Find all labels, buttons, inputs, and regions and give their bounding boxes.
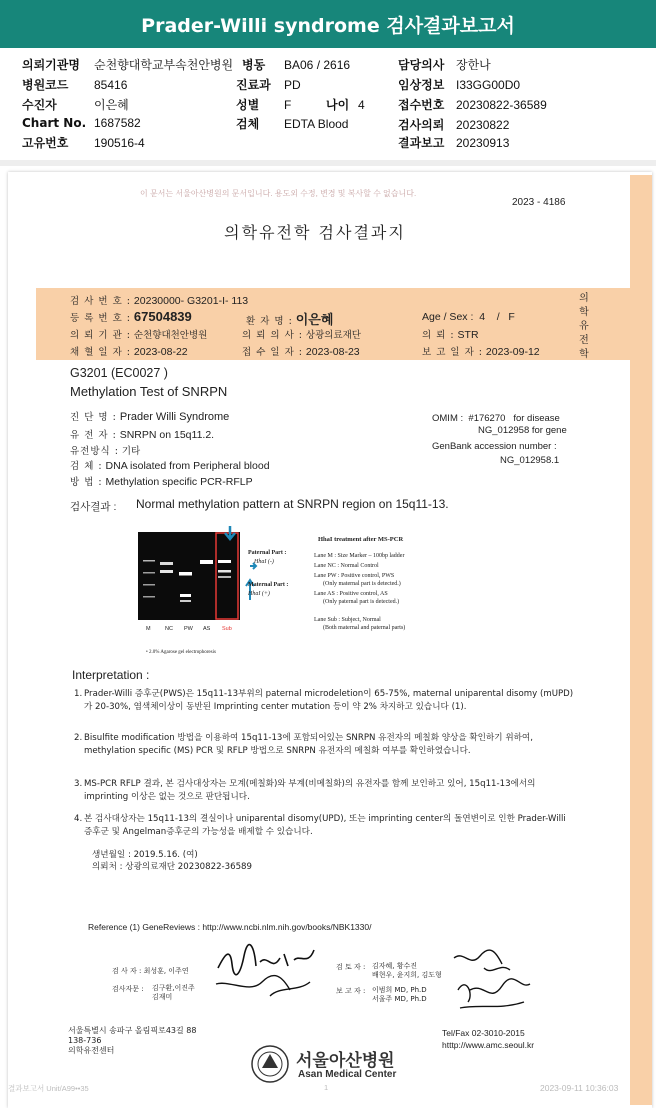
interpretation-item: 2. Bisulfite modification 방법을 이용하여 15q11-13에 포함되어있는 SNRPN 유전자의 메칠화 양상을 확인하기 위하여, methylation specific (MS) PCR 및 RFLP 방법으로 SNRPN 유전자의 메칠화 여부를 확인하였습니다. <box>74 733 533 756</box>
reference: Reference (1) GeneReviews : http://www.ncbi.nlm.nih.gov/books/NBK1330/ <box>88 922 372 932</box>
signature-image <box>440 946 540 1026</box>
test-field: 유 전 자 : SNRPN on 15q11.2. <box>70 429 215 441</box>
header-field-age: 나이 4 <box>326 98 365 112</box>
lane-label: PW <box>184 626 193 632</box>
tel-fax: Tel/Fax 02-3010-2015 <box>442 1028 525 1038</box>
lane-label: AS <box>203 626 211 632</box>
genbank-value: NG_012958.1 <box>500 455 560 466</box>
report-title: Prader-Willi syndrome 검사결과보고서 <box>0 0 656 48</box>
gel-legend-line: Lane PW : Positive control, PWS <box>314 573 395 579</box>
reviewer: 김자혜, 황수진 배현우, 윤지희, 김도형 <box>372 962 442 979</box>
gel-legend-line: (Only paternal part is detected.) <box>314 599 400 605</box>
header-field: 병원코드 85416 <box>22 78 128 92</box>
gel-paternal-enzyme: HhaI (-) <box>254 559 274 565</box>
interpretation-item: 4. 본 검사대상자는 15q11-13의 결실이나 uniparental disomy(UPD), 또는 imprinting center의 돌연변이로 인한 Prader-Willi증후군 및 Angelman증후군의 가능성을 배제할 수 있습니다. <box>74 814 566 837</box>
header-field: 의뢰기관명 순천향대학교부속천안병원 <box>22 58 234 72</box>
section-divider <box>0 160 656 166</box>
result-text: Normal methylation pattern at SNRPN region on 15q11-13. <box>136 497 449 511</box>
hospital-name-kr: 서울아산병원 <box>296 1051 395 1071</box>
document-notice: 이 문서는 서울아산병원의 문서입니다. 용도외 수정, 변경 및 복사할 수 없습니다. <box>140 189 417 198</box>
gel-caption: • 2.0% Agarose gel electrophoresis <box>146 650 216 655</box>
genbank-label: GenBank accession number : <box>432 441 557 452</box>
header-field: 담당의사 장한나 <box>398 58 491 72</box>
header-field: 진료과 PD <box>236 78 301 92</box>
reviewer-label: 검 토 자 : <box>336 963 366 971</box>
interpretation-item: 3. MS-PCR RFLP 결과, 본 검사대상자는 모계(메칠화)와 부계(비메칠화)의 유전자를 함께 보인하고 있어, 15q11-13에서의 imprinting 이상은 없는 것으로 판단됩니다. <box>74 779 536 802</box>
info-row: 의 뢰 기 관 : 순천향대천안병원 <box>70 330 208 341</box>
gel-legend-line: (Both maternal and paternal parts) <box>314 625 406 631</box>
interpretation-item: 1. Prader-Willi 증후군(PWS)은 15q11-13부위의 paternal microdeletion이 65-75%, maternal uniparental disomy (mUPD)가 20-30%, 염색체이상이 동반된 Imprinting center mutation 등이 약 2% 차지하고 있습니다 (1). <box>74 689 574 712</box>
gel-legend-line: Lane Sub : Subject, Normal <box>314 617 381 623</box>
footer-timestamp: 2023-09-11 10:36:03 <box>540 1083 619 1093</box>
gel-maternal-label: Maternal Part : <box>248 582 289 588</box>
info-row: Age / Sex : 4 / F <box>422 311 515 323</box>
hospital-name-en: Asan Medical Center <box>298 1069 397 1080</box>
test-field: 검 체 : DNA isolated from Peripheral blood <box>70 460 270 472</box>
info-row: 채 혈 일 자 : 2023-08-22 <box>70 346 188 358</box>
website: htttp://www.amc.seoul.kr <box>442 1040 535 1050</box>
test-code: G3201 (EC0027 ) <box>70 366 168 380</box>
gel-legend-line: Lane AS : Positive control, AS <box>314 591 388 597</box>
tester-lead: 김구환,이진주 김재미 <box>152 984 195 1001</box>
gel-legend-line: (Only maternal part is detected.) <box>314 581 401 587</box>
gel-legend-line: Lane M : Size Marker – 100bp ladder <box>314 553 405 559</box>
footer-left: 결과보고서 Unit/A99••35 <box>8 1084 89 1093</box>
test-field: 진 단 명 : Prader Willi Syndrome <box>70 411 230 423</box>
result-label: 검사결과 : <box>70 501 117 513</box>
test-field: 방 법 : Methylation specific PCR-RFLP <box>70 476 253 488</box>
header-field: 병동 BA06 / 2616 <box>242 58 351 72</box>
info-row: 등 록 번 호 : 67504839 <box>70 309 192 324</box>
gel-legend-title: HhaI treatment after MS-PCR <box>318 536 404 543</box>
document-number: 2023 - 4186 <box>512 197 566 208</box>
side-label: 의학유전학 <box>579 293 589 360</box>
header-field: 수진자 이은혜 <box>22 98 129 112</box>
info-row: 환 자 명 : 이은혜 <box>246 313 334 328</box>
test-field: 유전방식 : 기타 <box>70 446 141 457</box>
lane-label: NC <box>165 626 173 632</box>
signature-image <box>210 936 320 1006</box>
header-field: 검사의뢰 20230822 <box>398 118 510 132</box>
test-name: Methylation Test of SNRPN <box>70 384 228 399</box>
gel-legend-line: Lane NC : Normal Control <box>314 563 379 569</box>
header-field: 검체 EDTA Blood <box>236 117 349 131</box>
reporter-label: 보 고 자 : <box>336 987 366 995</box>
info-row: 보 고 일 자 : 2023-09-12 <box>422 346 540 358</box>
birth-date: 생년월일 : 2019.5.16. (여) <box>92 850 198 860</box>
header-field: 고유번호 190516-4 <box>22 136 145 150</box>
reporter: 이범희 MD, Ph.D 서울주 MD, Ph.D <box>372 986 427 1003</box>
address: 서울특별시 송파구 올림픽로43길 88 138-736 의학유전센터 <box>68 1026 197 1055</box>
gel-paternal-label: Paternal Part : <box>248 550 287 556</box>
info-row: 검 사 번 호 : 20230000- G3201-I- 113 <box>70 295 249 307</box>
header-field: 성별 F <box>236 98 292 112</box>
document-title: 의학유전학 검사결과지 <box>224 223 406 242</box>
info-row: 접 수 일 자 : 2023-08-23 <box>242 346 360 358</box>
asan-logo <box>250 1044 290 1084</box>
header-field: 접수번호 20230822-36589 <box>398 98 547 112</box>
header-field: Chart No. 1687582 <box>22 116 141 130</box>
tester-lead-label: 검사자문 : <box>112 985 144 993</box>
page-number: 1 <box>324 1083 329 1092</box>
header-field: 결과보고 20230913 <box>398 136 510 150</box>
omim-line: OMIM : #176270 for disease <box>432 413 560 424</box>
requester: 의뢰처 : 상광의료재단 20230822-36589 <box>92 862 252 872</box>
lane-label: M <box>146 626 151 632</box>
interpretation-title: Interpretation : <box>72 668 150 682</box>
gel-maternal-enzyme: HhaI (+) <box>248 591 270 597</box>
info-row: 의 뢰 의 사 : 상광의료재단 <box>242 330 361 341</box>
omim-gene: NG_012958 for gene <box>478 425 567 436</box>
lane-label: Sub <box>222 626 232 632</box>
info-row: 의 뢰 : STR <box>422 329 479 341</box>
header-field: 임상정보 I33GG00D0 <box>398 78 521 92</box>
tester-row: 검 사 자 : 최성훈, 이주연 <box>112 967 189 975</box>
